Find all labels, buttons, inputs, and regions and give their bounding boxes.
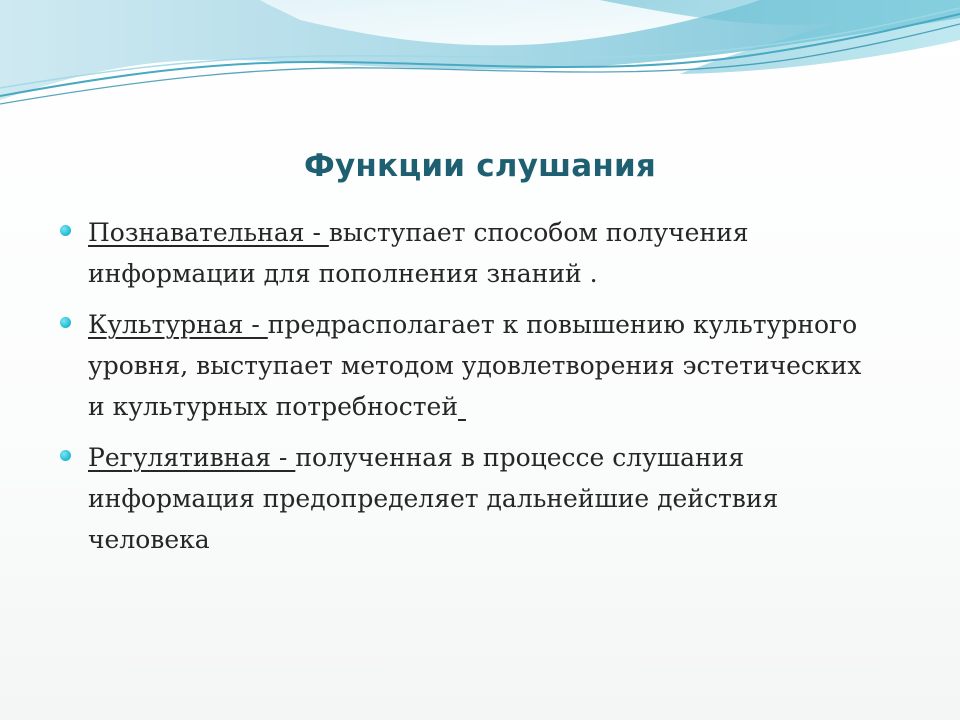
function-term: Культурная - — [88, 310, 268, 339]
bullet-dot-icon — [60, 225, 71, 236]
bullet-list — [60, 212, 870, 570]
list-item — [60, 437, 870, 560]
function-description: полученная в процессе слушания информация предопределяет дальнейшие действия человека — [88, 443, 779, 554]
function-term: Познавательная - — [88, 218, 329, 247]
list-item — [60, 304, 870, 427]
function-description: предрасполагает к повышению культурного уровня, выступает методом удовлетворения эстетических и культурных потребностей — [88, 310, 862, 421]
list-item — [60, 212, 870, 294]
function-description: выступает способом получения информации для пополнения знаний . — [88, 218, 749, 288]
bullet-dot-icon — [60, 450, 71, 461]
function-term: Регулятивная - — [88, 443, 296, 472]
bullet-dot-icon — [60, 317, 71, 328]
trailing-underline — [458, 392, 466, 421]
wave-header-decoration — [0, 0, 960, 120]
slide-title: Функции слушания — [304, 148, 656, 184]
